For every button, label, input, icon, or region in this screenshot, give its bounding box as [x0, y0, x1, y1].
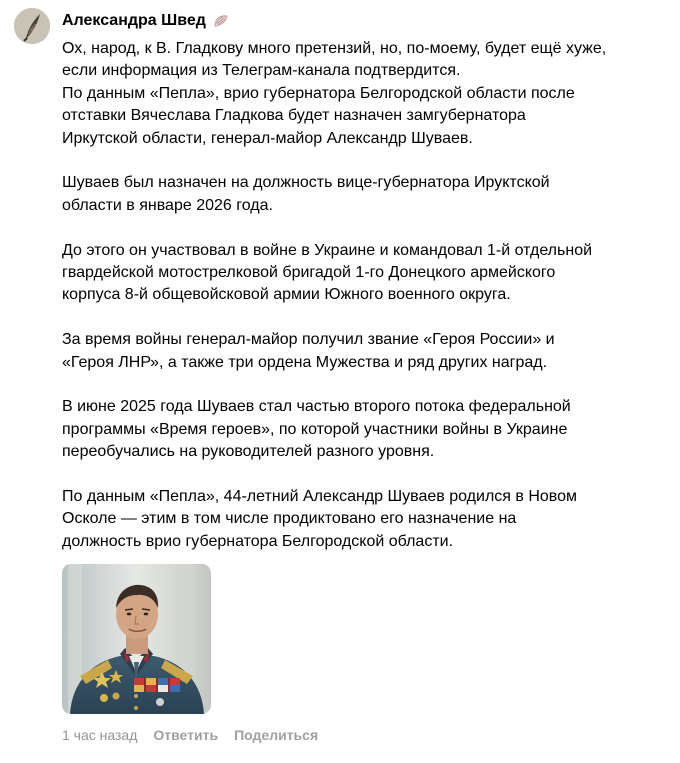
portrait-photo: [62, 564, 211, 714]
text-line: программы «Время героев», по которой участники войны в Украине: [62, 420, 568, 438]
text-line: переобучались на руководителей разного уровня.: [62, 443, 435, 461]
text-line: области в январе 2026 года.: [62, 196, 273, 214]
author-avatar[interactable]: [14, 8, 50, 44]
text-line: По данным «Пепла», 44-летний Александр Шуваев родился в Новом: [62, 488, 577, 506]
text-line: Иркутской области, генерал-майор Александр Шуваев.: [62, 129, 473, 147]
text-line: Шуваев был назначен на должность вице-губернатора Ируктской: [62, 174, 550, 192]
text-line: Осколе — этим в том числе продиктовано его назначение на: [62, 510, 517, 528]
text-line: гвардейской мотострелковой бригадой 1-го Донецкого армейского: [62, 264, 556, 282]
paragraph: [62, 38, 662, 150]
text-line: должность врио губернатора Белгородской области.: [62, 532, 454, 550]
author-name[interactable]: Александра Швед: [62, 12, 206, 29]
timestamp[interactable]: 1 час назад: [62, 727, 138, 743]
feather-avatar-icon: [14, 8, 50, 44]
text-line: До этого он участвовал в войне в Украине и командовал 1-й отдельной: [62, 241, 593, 259]
text-line: Ох, народ, к В. Гладкову много претензий, но, по-моему, будет ещё хуже,: [62, 40, 607, 57]
text-line: За время войны генерал-майор получил звание «Героя России» и: [62, 331, 555, 349]
reply-button[interactable]: Ответить: [153, 727, 219, 743]
paragraph: [62, 172, 662, 217]
paragraph: [62, 486, 662, 553]
share-button[interactable]: Поделиться: [234, 727, 319, 743]
paragraph: [62, 240, 662, 307]
text-line: В июне 2025 года Шуваев стал частью второго потока федеральной: [62, 398, 571, 416]
comment-meta: [62, 725, 334, 745]
text-line: По данным «Пепла», врио губернатора Белгородской области после: [62, 84, 575, 102]
text-line: корпуса 8-й общевойсковой армии Южного военного округа.: [62, 286, 511, 304]
attached-photo[interactable]: [62, 564, 211, 714]
text-line: отставки Вячеслава Гладкова будет назначен замгубернатора: [62, 107, 526, 125]
author-row: [62, 10, 230, 32]
paragraph: [62, 396, 662, 463]
text-line: «Героя ЛНР», а также три ордена Мужества и ряд других наград.: [62, 353, 548, 371]
paragraph: [62, 329, 662, 374]
seashell-icon: [212, 12, 230, 30]
text-line: если информация из Телеграм-канала подтвердится.: [62, 62, 461, 80]
comment-text: [62, 38, 662, 553]
